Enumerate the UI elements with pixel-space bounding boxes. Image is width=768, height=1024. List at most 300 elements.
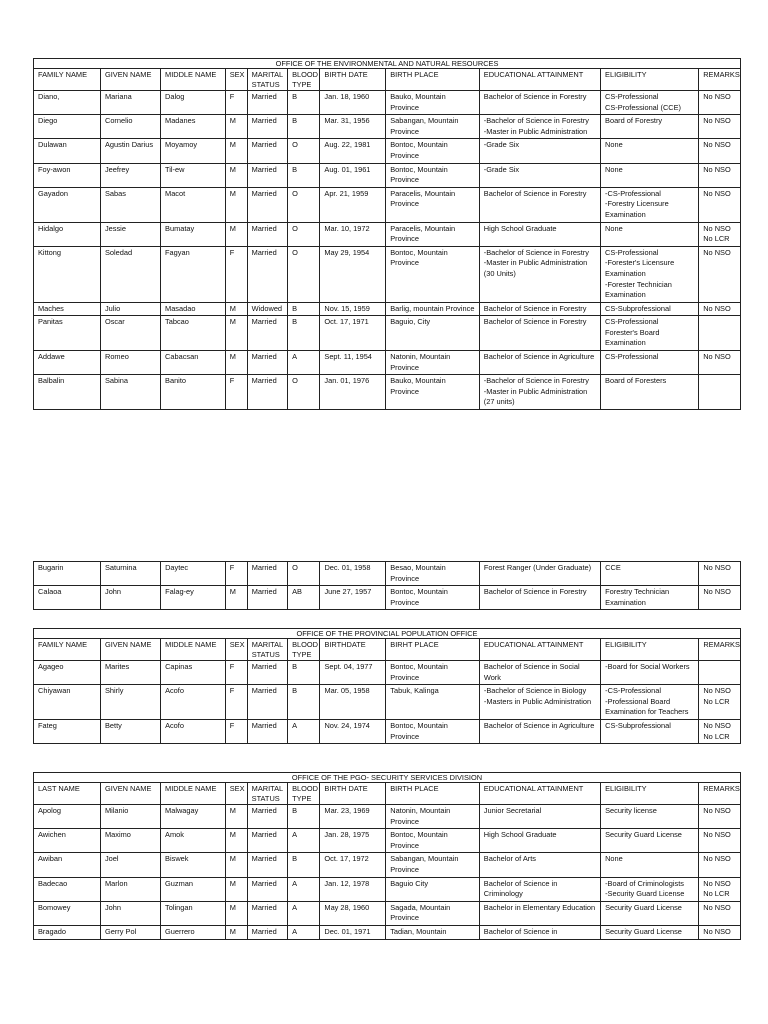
cell-family-name: Bugarin <box>34 562 101 586</box>
column-header-blood-type: BLOOD TYPE <box>288 639 320 661</box>
cell-educational-attainment: Bachelor of Science in Forestry <box>479 316 600 351</box>
cell-marital-status: Married <box>247 246 287 302</box>
cell-given-name: Maximo <box>100 829 160 853</box>
table-row <box>34 316 741 351</box>
table-row <box>34 139 741 163</box>
cell-birth-date: Oct. 17, 1972 <box>320 853 386 877</box>
cell-given-name: Shirly <box>101 685 161 720</box>
cell-birth-date: Nov. 24, 1974 <box>320 719 386 743</box>
header-row <box>34 69 741 91</box>
cell-family-name: Awichen <box>34 829 101 853</box>
column-header-educational-attainment: EDUCATIONAL ATTAINMENT <box>479 69 600 91</box>
cell-blood-type: A <box>288 901 320 925</box>
column-header-birth-place: BIRHT PLACE <box>386 639 480 661</box>
table-row <box>34 246 741 302</box>
cell-remarks <box>699 375 741 410</box>
cell-middle-name: Malwagay <box>161 805 226 829</box>
cell-remarks: No NSO <box>699 829 741 853</box>
cell-birth-place: Bontoc, Mountain Province <box>386 719 480 743</box>
cell-sex: M <box>225 805 247 829</box>
column-header-family-name: FAMILY NAME <box>34 639 101 661</box>
column-header-birth-date: BIRTH DATE <box>320 69 386 91</box>
column-header-family-name: LAST NAME <box>34 783 101 805</box>
cell-eligibility: Forestry Technician Examination <box>601 586 699 610</box>
cell-eligibility: None <box>601 163 699 187</box>
cell-birth-place: Baguio, City <box>386 316 480 351</box>
cell-middle-name: Masadao <box>161 302 226 316</box>
cell-remarks: No NSO <box>699 853 741 877</box>
cell-given-name: Sabina <box>100 375 160 410</box>
cell-eligibility: CS-Subprofessional <box>601 302 699 316</box>
cell-sex: F <box>225 91 247 115</box>
cell-middle-name: Guerrero <box>161 925 226 939</box>
cell-middle-name: Acofo <box>161 719 226 743</box>
column-header-birth-place: BIRTH PLACE <box>386 783 480 805</box>
cell-given-name: John <box>100 901 160 925</box>
column-header-family-name: FAMILY NAME <box>34 69 101 91</box>
cell-blood-type: B <box>288 316 320 351</box>
cell-birth-place: Bontoc, Mountain Province <box>386 139 480 163</box>
cell-birth-place: Natonin, Mountain Province <box>386 805 480 829</box>
cell-family-name: Dulawan <box>34 139 101 163</box>
cell-eligibility: Security Guard License <box>601 925 699 939</box>
cell-eligibility: CS-Professional <box>601 351 699 375</box>
cell-family-name: Awiban <box>34 853 101 877</box>
cell-sex: F <box>225 375 247 410</box>
cell-birth-place: Bontoc, Mountain Province <box>386 829 480 853</box>
cell-blood-type: O <box>288 222 320 246</box>
cell-remarks: No NSO <box>699 246 741 302</box>
column-header-eligibility: ELIGIBILITY <box>601 783 699 805</box>
column-header-middle-name: MIDDLE NAME <box>161 69 226 91</box>
cell-educational-attainment: Bachelor of Science in Forestry <box>479 91 600 115</box>
column-header-remarks: REMARKS <box>699 783 741 805</box>
cell-eligibility: None <box>601 222 699 246</box>
cell-birth-place: Bontoc, Mountain Province <box>386 586 480 610</box>
cell-eligibility: CS-Professional Forester's Board Examination <box>601 316 699 351</box>
column-header-educational-attainment: EDUCATIONAL ATTAINMENT <box>479 639 600 661</box>
cell-middle-name: Fagyan <box>161 246 226 302</box>
cell-birth-date: May 28, 1960 <box>320 901 386 925</box>
cell-educational-attainment: Bachelor in Elementary Education <box>479 901 600 925</box>
cell-birth-place: Bontoc, Mountain Province <box>386 163 480 187</box>
cell-marital-status: Married <box>247 187 287 222</box>
header-row <box>34 639 741 661</box>
cell-educational-attainment: Bachelor of Science in Social Work <box>479 661 600 685</box>
cell-marital-status: Married <box>247 163 287 187</box>
cell-sex: M <box>225 925 247 939</box>
cell-educational-attainment: Bachelor of Science in Agriculture <box>479 351 600 375</box>
cell-family-name: Diano, <box>34 91 101 115</box>
cell-middle-name: Banito <box>161 375 226 410</box>
cell-remarks: No NSO <box>699 805 741 829</box>
column-header-blood-type: BLOOD TYPE <box>288 783 320 805</box>
cell-middle-name: Madanes <box>161 115 226 139</box>
cell-blood-type: A <box>288 877 320 901</box>
cell-eligibility: CS-Subprofessional <box>601 719 699 743</box>
cell-family-name: Bomowey <box>34 901 101 925</box>
cell-blood-type: B <box>288 805 320 829</box>
cell-given-name: Saturnina <box>101 562 161 586</box>
cell-middle-name: Tabcao <box>161 316 226 351</box>
cell-marital-status: Married <box>247 719 287 743</box>
cell-educational-attainment: -Bachelor of Science in Forestry -Master in Public Administration (30 Units) <box>479 246 600 302</box>
cell-eligibility: -Board for Social Workers <box>601 661 699 685</box>
cell-family-name: Maches <box>34 302 101 316</box>
cell-remarks: No NSO No LCR <box>699 877 741 901</box>
cell-educational-attainment: Bachelor of Science in Forestry <box>479 302 600 316</box>
table-row <box>34 829 741 853</box>
cell-birth-date: Aug. 22, 1981 <box>320 139 386 163</box>
cell-sex: M <box>225 302 247 316</box>
cell-birth-date: Jan. 18, 1960 <box>320 91 386 115</box>
cell-sex: M <box>225 115 247 139</box>
cell-birth-date: Jan. 01, 1976 <box>320 375 386 410</box>
cell-educational-attainment: High School Graduate <box>479 222 600 246</box>
cell-remarks: No NSO <box>699 562 741 586</box>
table-title: OFFICE OF THE PGO- SECURITY SERVICES DIVISION <box>34 773 741 783</box>
cell-given-name: Sabas <box>100 187 160 222</box>
cell-educational-attainment: Forest Ranger (Under Graduate) <box>479 562 600 586</box>
cell-blood-type: O <box>288 562 320 586</box>
cell-remarks <box>699 661 741 685</box>
cell-birth-place: Bauko, Mountain Province <box>386 375 480 410</box>
cell-middle-name: Macot <box>161 187 226 222</box>
cell-family-name: Balbalin <box>34 375 101 410</box>
cell-eligibility: None <box>601 139 699 163</box>
column-header-birth-date: BIRTHDATE <box>320 639 386 661</box>
table-row <box>34 562 741 586</box>
cell-remarks: No NSO <box>699 302 741 316</box>
cell-eligibility: Board of Foresters <box>601 375 699 410</box>
cell-sex: F <box>225 719 247 743</box>
table-row <box>34 115 741 139</box>
cell-birth-place: Besao, Mountain Province <box>386 562 480 586</box>
cell-birth-date: Mar. 23, 1969 <box>320 805 386 829</box>
column-header-eligibility: ELIGIBILITY <box>601 69 699 91</box>
cell-birth-place: Baguio City <box>386 877 480 901</box>
cell-sex: M <box>225 829 247 853</box>
table-row <box>34 805 741 829</box>
cell-birth-date: Sept. 04, 1977 <box>320 661 386 685</box>
table-row <box>34 661 741 685</box>
cell-given-name: Milanio <box>100 805 160 829</box>
cell-given-name: Cornelio <box>100 115 160 139</box>
cell-remarks: No NSO <box>699 586 741 610</box>
cell-family-name: Addawe <box>34 351 101 375</box>
cell-marital-status: Married <box>247 877 287 901</box>
table-row <box>34 222 741 246</box>
cell-given-name: Betty <box>101 719 161 743</box>
cell-family-name: Calaoa <box>34 586 101 610</box>
cell-given-name: John <box>101 586 161 610</box>
cell-marital-status: Married <box>247 139 287 163</box>
cell-educational-attainment: Bachelor of Science in <box>479 925 600 939</box>
cell-marital-status: Married <box>247 91 287 115</box>
cell-given-name: Gerry Pol <box>100 925 160 939</box>
cell-birth-place: Bontoc, Mountain Province <box>386 661 480 685</box>
table-row <box>34 877 741 901</box>
cell-marital-status: Married <box>247 829 287 853</box>
cell-middle-name: Dalog <box>161 91 226 115</box>
table-row <box>34 351 741 375</box>
cell-birth-date: Mar. 10, 1972 <box>320 222 386 246</box>
cell-birth-place: Barlig, mountain Province <box>386 302 480 316</box>
cell-birth-place: Bauko, Mountain Province <box>386 91 480 115</box>
cell-educational-attainment: -Grade Six <box>479 163 600 187</box>
cell-remarks <box>699 316 741 351</box>
cell-sex: M <box>225 163 247 187</box>
cell-given-name: Julio <box>100 302 160 316</box>
cell-blood-type: A <box>288 829 320 853</box>
cell-marital-status: Married <box>247 375 287 410</box>
table-row <box>34 586 741 610</box>
cell-marital-status: Married <box>247 115 287 139</box>
cell-remarks: No NSO <box>699 925 741 939</box>
cell-remarks: No NSO <box>699 351 741 375</box>
cell-remarks: No NSO <box>699 115 741 139</box>
cell-blood-type: B <box>288 91 320 115</box>
cell-middle-name: Tolingan <box>161 901 226 925</box>
cell-remarks: No NSO No LCR <box>699 719 741 743</box>
cell-eligibility: CS-Professional CS-Professional (CCE) <box>601 91 699 115</box>
cell-blood-type: A <box>288 719 320 743</box>
cell-birth-place: Bontoc, Mountain Province <box>386 246 480 302</box>
column-header-marital-status: MARITAL STATUS <box>247 639 287 661</box>
cell-birth-place: Tadian, Mountain <box>386 925 480 939</box>
cell-given-name: Marlon <box>100 877 160 901</box>
table-row <box>34 853 741 877</box>
cell-eligibility: Security Guard License <box>601 829 699 853</box>
cell-birth-place: Sabangan, Mountain Province <box>386 853 480 877</box>
cell-middle-name: Bumatay <box>161 222 226 246</box>
cell-birth-date: Jan. 12, 1978 <box>320 877 386 901</box>
cell-middle-name: Daytec <box>161 562 226 586</box>
cell-educational-attainment: Bachelor of Arts <box>479 853 600 877</box>
cell-birth-place: Paracelis, Mountain Province <box>386 222 480 246</box>
cell-remarks: No NSO No LCR <box>699 685 741 720</box>
pgo-security-table <box>33 772 741 940</box>
cell-eligibility: CS-Professional -Forester's Licensure Examination -Forester Technician Examination <box>601 246 699 302</box>
table-row <box>34 302 741 316</box>
cell-family-name: Bragado <box>34 925 101 939</box>
cell-blood-type: O <box>288 246 320 302</box>
cell-birth-date: Mar. 31, 1956 <box>320 115 386 139</box>
cell-middle-name: Moyamoy <box>161 139 226 163</box>
cell-birth-date: Sept. 11, 1954 <box>320 351 386 375</box>
cell-remarks: No NSO No LCR <box>699 222 741 246</box>
cell-eligibility: -CS-Professional -Forestry Licensure Examination <box>601 187 699 222</box>
table-row <box>34 925 741 939</box>
cell-blood-type: O <box>288 375 320 410</box>
cell-educational-attainment: Bachelor of Science in Criminology <box>479 877 600 901</box>
cell-birth-date: Dec. 01, 1958 <box>320 562 386 586</box>
column-header-marital-status: MARITAL STATUS <box>247 783 287 805</box>
cell-family-name: Apolog <box>34 805 101 829</box>
cell-marital-status: Married <box>247 586 287 610</box>
cell-eligibility: -Board of Criminologists -Security Guard License <box>601 877 699 901</box>
column-header-sex: SEX <box>225 783 247 805</box>
cell-middle-name: Til-ew <box>161 163 226 187</box>
column-header-given-name: GIVEN NAME <box>101 639 161 661</box>
cell-educational-attainment: -Bachelor of Science in Biology -Masters in Public Administration <box>479 685 600 720</box>
table-row <box>34 685 741 720</box>
cell-sex: F <box>225 246 247 302</box>
cell-marital-status: Married <box>247 222 287 246</box>
cell-birth-date: May 29, 1954 <box>320 246 386 302</box>
cell-blood-type: B <box>288 853 320 877</box>
cell-birth-place: Sabangan, Mountain Province <box>386 115 480 139</box>
cell-family-name: Chiyawan <box>34 685 101 720</box>
cell-blood-type: A <box>288 351 320 375</box>
cell-eligibility: Security license <box>601 805 699 829</box>
cell-marital-status: Married <box>247 805 287 829</box>
cell-eligibility: -CS-Professional -Professional Board Examination for Teachers <box>601 685 699 720</box>
cell-given-name: Mariana <box>100 91 160 115</box>
cell-blood-type: B <box>288 661 320 685</box>
cell-birth-date: Dec. 01, 1971 <box>320 925 386 939</box>
cell-sex: M <box>225 351 247 375</box>
cell-eligibility: None <box>601 853 699 877</box>
cell-given-name: Romeo <box>100 351 160 375</box>
cell-sex: M <box>225 853 247 877</box>
cell-birth-date: Mar. 05, 1958 <box>320 685 386 720</box>
column-header-middle-name: MIDDLE NAME <box>161 639 226 661</box>
cell-middle-name: Falag-ey <box>161 586 226 610</box>
table-title-row <box>34 773 741 783</box>
cell-given-name: Jeefrey <box>100 163 160 187</box>
cell-eligibility: Board of Forestry <box>601 115 699 139</box>
cell-eligibility: Security Guard License <box>601 901 699 925</box>
column-header-educational-attainment: EDUCATIONAL ATTAINMENT <box>479 783 600 805</box>
table-row <box>34 187 741 222</box>
cell-sex: M <box>225 139 247 163</box>
column-header-given-name: GIVEN NAME <box>100 783 160 805</box>
cell-given-name: Agustin Darius <box>100 139 160 163</box>
cell-educational-attainment: Bachelor of Science in Forestry <box>479 586 600 610</box>
column-header-birth-place: BIRTH PLACE <box>386 69 480 91</box>
cell-remarks: No NSO <box>699 163 741 187</box>
cell-marital-status: Married <box>247 661 287 685</box>
cell-sex: F <box>225 685 247 720</box>
cell-middle-name: Guzman <box>161 877 226 901</box>
cell-sex: M <box>225 187 247 222</box>
column-header-eligibility: ELIGIBILITY <box>601 639 699 661</box>
cell-birth-date: Apr. 21, 1959 <box>320 187 386 222</box>
cell-marital-status: Married <box>247 901 287 925</box>
cell-educational-attainment: -Grade Six <box>479 139 600 163</box>
cell-marital-status: Married <box>247 562 287 586</box>
cell-blood-type: B <box>288 685 320 720</box>
column-header-middle-name: MIDDLE NAME <box>161 783 226 805</box>
cell-blood-type: AB <box>288 586 320 610</box>
cell-sex: F <box>225 661 247 685</box>
cell-blood-type: B <box>288 115 320 139</box>
cell-family-name: Agageo <box>34 661 101 685</box>
cell-family-name: Hidalgo <box>34 222 101 246</box>
cell-sex: M <box>225 901 247 925</box>
cell-remarks: No NSO <box>699 139 741 163</box>
cell-marital-status: Widowed <box>247 302 287 316</box>
table-row <box>34 163 741 187</box>
cell-educational-attainment: -Bachelor of Science in Forestry -Master in Public Administration (27 units) <box>479 375 600 410</box>
header-row <box>34 783 741 805</box>
cell-family-name: Fateg <box>34 719 101 743</box>
cell-marital-status: Married <box>247 685 287 720</box>
column-header-blood-type: BLOOD TYPE <box>288 69 320 91</box>
table-row <box>34 719 741 743</box>
cell-middle-name: Cabacsan <box>161 351 226 375</box>
cell-sex: F <box>225 562 247 586</box>
cell-birth-place: Tabuk, Kalinga <box>386 685 480 720</box>
cell-blood-type: O <box>288 139 320 163</box>
cell-marital-status: Married <box>247 351 287 375</box>
column-header-sex: SEX <box>225 639 247 661</box>
column-header-marital-status: MARITAL STATUS <box>247 69 287 91</box>
column-header-remarks: REMARKS <box>699 639 741 661</box>
cell-given-name: Joel <box>100 853 160 877</box>
enro-continuation-table <box>33 561 741 610</box>
cell-sex: M <box>225 877 247 901</box>
cell-middle-name: Capinas <box>161 661 226 685</box>
cell-birth-place: Natonin, Mountain Province <box>386 351 480 375</box>
cell-educational-attainment: Junior Secretarial <box>479 805 600 829</box>
cell-given-name: Marites <box>101 661 161 685</box>
column-header-birth-date: BIRTH DATE <box>320 783 386 805</box>
cell-blood-type: B <box>288 163 320 187</box>
cell-family-name: Gayadon <box>34 187 101 222</box>
cell-given-name: Oscar <box>100 316 160 351</box>
column-header-given-name: GIVEN NAME <box>100 69 160 91</box>
cell-birth-date: Jan. 28, 1975 <box>320 829 386 853</box>
cell-birth-date: Nov. 15, 1959 <box>320 302 386 316</box>
cell-blood-type: B <box>288 302 320 316</box>
cell-birth-date: Oct. 17, 1971 <box>320 316 386 351</box>
cell-educational-attainment: Bachelor of Science in Agriculture <box>479 719 600 743</box>
cell-eligibility: CCE <box>601 562 699 586</box>
table-title-row <box>34 629 741 639</box>
cell-middle-name: Acofo <box>161 685 226 720</box>
cell-birth-date: Aug. 01, 1961 <box>320 163 386 187</box>
cell-sex: M <box>225 586 247 610</box>
cell-family-name: Badecao <box>34 877 101 901</box>
cell-birth-place: Paracelis, Mountain Province <box>386 187 480 222</box>
cell-remarks: No NSO <box>699 91 741 115</box>
cell-birth-place: Sagada, Mountain Province <box>386 901 480 925</box>
cell-given-name: Jessie <box>100 222 160 246</box>
enro-table <box>33 58 741 410</box>
cell-educational-attainment: -Bachelor of Science in Forestry -Master in Public Administration <box>479 115 600 139</box>
cell-given-name: Soledad <box>100 246 160 302</box>
cell-marital-status: Married <box>247 853 287 877</box>
cell-family-name: Panitas <box>34 316 101 351</box>
cell-sex: M <box>225 222 247 246</box>
table-row <box>34 901 741 925</box>
cell-marital-status: Married <box>247 316 287 351</box>
table-title: OFFICE OF THE ENVIRONMENTAL AND NATURAL RESOURCES <box>34 59 741 69</box>
cell-family-name: Foy-awon <box>34 163 101 187</box>
cell-family-name: Kittong <box>34 246 101 302</box>
cell-sex: M <box>225 316 247 351</box>
table-row <box>34 375 741 410</box>
column-header-sex: SEX <box>225 69 247 91</box>
cell-blood-type: O <box>288 187 320 222</box>
cell-marital-status: Married <box>247 925 287 939</box>
column-header-remarks: REMARKS <box>699 69 741 91</box>
cell-middle-name: Amok <box>161 829 226 853</box>
cell-educational-attainment: High School Graduate <box>479 829 600 853</box>
table-title-row <box>34 59 741 69</box>
